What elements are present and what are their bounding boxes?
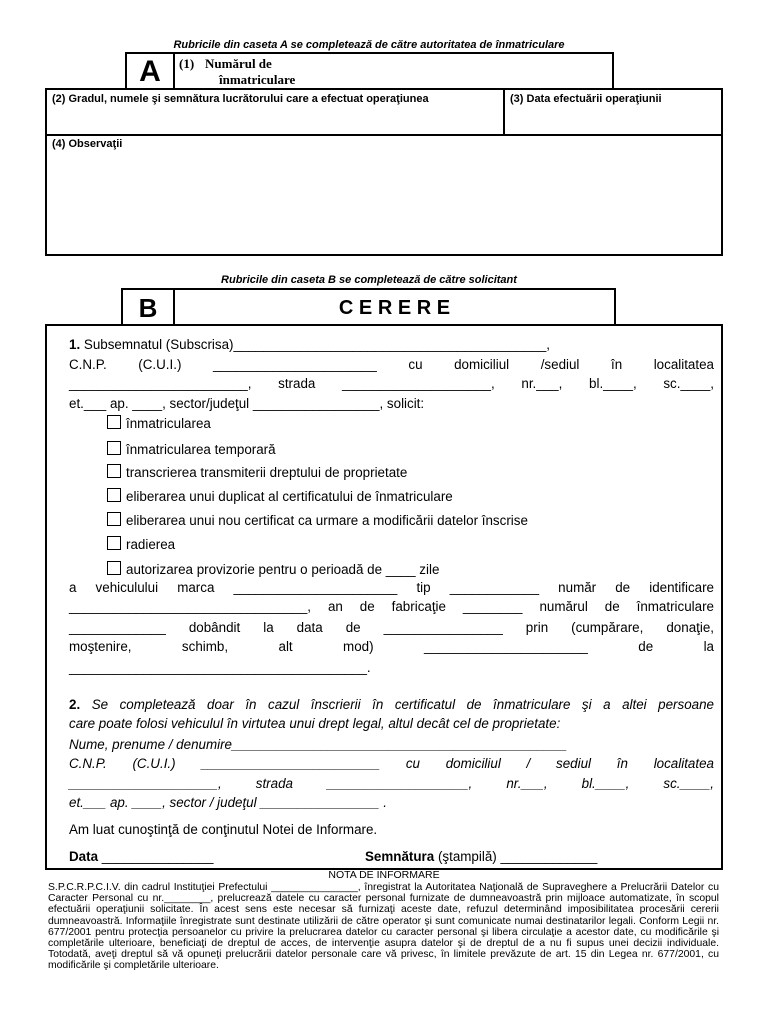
field3-label: (3) Data efectuării operaţiunii [510, 93, 662, 105]
line-address[interactable]: ________________________, strada ____________________, nr.___, bl.____, sc.____, [69, 376, 714, 391]
option-new-certificate[interactable] [107, 512, 528, 529]
checkbox[interactable] [107, 415, 121, 429]
checkbox[interactable] [107, 488, 121, 502]
section-b-caption: Rubricile din caseta B se completează de către solicitant [221, 274, 517, 286]
option-label: radierea [126, 537, 176, 552]
section-b-letter: B [138, 293, 158, 323]
line-sector[interactable]: et.___ ap. ____, sector/judeţul _________________, solicit: [69, 396, 425, 411]
section-b-letter-box [121, 288, 175, 326]
checkbox[interactable] [107, 512, 121, 526]
line-applicant [69, 337, 714, 353]
line-acquired-from[interactable]: ________________________________________. [69, 660, 371, 675]
acknowledgement: Am luat cunoştinţă de conţinutul Notei de Informare. [69, 822, 378, 837]
notice-text: S.P.C.R.P.C.I.V. din cadrul Instituţiei Prefectului _______________, înregistrat la Autoritatea Naţională de Supraveghere a Prelucrării Datelor cu Caracter Personal cu nr.________, prelucrează datele cu caracter personal furnizate de dumneavoastră prin mijloace automatizate, în scopul efectuării operaţiunii solicitate. În acest sens este necesar să furnizaţi aceste date, refuzul determinând imposibilitatea procesării cererii dumneavoastră. Informaţiile înregistrate sunt destinate utilizării de către operator şi sunt comunicate numai destinatarilor legali. Conform Legii nr. 677/2001 pentru protecţia persoanelor cu privire la prelucrarea datelor cu caracter personal şi libera circulaţie a acestor date, cu modificările şi completările ulterioare, beneficiaţi de dreptul de acces, de intervenţie asupra datelor şi de dreptul de a nu fi supus unei decizii individuale. Totodată, aveţi dreptul să vă opuneţi prelucrării datelor personale care vă privesc, în limitele prevăzute de art. 15 din Legea nr. 677/2001, cu modificările şi completările ulterioare. [48, 882, 719, 972]
option-registration[interactable] [107, 415, 211, 432]
checkbox[interactable] [107, 561, 121, 575]
operator-box [45, 88, 505, 136]
p2-name-field[interactable]: Nume, prenume / denumire_____________________________________________ [69, 737, 568, 752]
date-label: Data [69, 849, 99, 864]
option-deregistration[interactable] [107, 536, 175, 553]
field2-label: (2) Gradul, numele şi semnătura lucrătorului care a efectuat operaţiunea [52, 93, 429, 105]
option-label: autorizarea provizorie pentru o perioadă de ____ zile [126, 562, 440, 577]
line-acquired-date[interactable]: _____________ dobândit la data de ________________ prin (cumpărare, donaţie, [69, 620, 714, 635]
line-acquisition-mode[interactable]: moştenire, schimb, alt mod) ______________________ de la [69, 639, 714, 654]
option-label: înmatricularea [126, 416, 211, 431]
option-label: transcrierea transmiterii dreptului de proprietate [126, 465, 408, 480]
checkbox[interactable] [107, 441, 121, 455]
field1-label-line2: înmatriculare [219, 72, 296, 87]
option-temporary-registration[interactable] [107, 441, 276, 458]
checkbox[interactable] [107, 536, 121, 550]
p2-intro-line1 [69, 697, 714, 713]
option-label: eliberarea unui duplicat al certificatului de înmatriculare [126, 489, 453, 504]
registration-number-box [173, 52, 614, 90]
line-vehicle-make[interactable]: a vehiculului marca ______________________ tip ____________ număr de identificare [69, 580, 714, 595]
p2-sector-field[interactable]: et.___ ap. ____, sector / judeţul ________________ . [69, 795, 387, 810]
line-cnp[interactable]: C.N.P. (C.U.I.) ______________________ cu domiciliul /sediul în localitatea [69, 357, 714, 372]
p2-intro-line2: care poate folosi vehiculul în virtutea unui drept legal, altul decât cel de proprietate: [69, 716, 561, 731]
section-a-caption: Rubricile din caseta A se completează de către autoritatea de înmatriculare [173, 39, 565, 51]
option-label: înmatricularea temporară [126, 442, 276, 457]
date-field[interactable]: _______________ [101, 849, 214, 864]
signature-label: Semnătura [365, 849, 435, 864]
option-provisional-authorization[interactable] [107, 561, 439, 578]
line-vehicle-year[interactable]: ________________________________, an de fabricaţie ________ numărul de înmatriculare [69, 599, 714, 614]
p1-number: 1. [69, 337, 81, 352]
option-ownership-transfer[interactable] [107, 464, 407, 481]
field1-number: (1) [179, 56, 195, 71]
observations-box [45, 134, 723, 256]
signature-row [365, 849, 597, 865]
section-a-letter: A [139, 55, 161, 88]
checkbox[interactable] [107, 464, 121, 478]
notice-title: NOTA DE INFORMARE [328, 869, 440, 881]
option-duplicate-certificate[interactable] [107, 488, 453, 505]
section-a-letter-box [125, 52, 175, 90]
applicant-name-field[interactable]: Subsemnatul (Subscrisa)__________________________________________, [83, 337, 551, 352]
option-label: eliberarea unui nou certificat ca urmare a modificării datelor înscrise [126, 513, 528, 528]
p2-intro-text: Se completează doar în cazul înscrierii în certificatul de înmatriculare şi a altei persoane [91, 697, 714, 712]
operation-date-box [503, 88, 723, 136]
field4-label: (4) Observaţii [52, 138, 123, 150]
request-title: C E R E R E [338, 297, 451, 319]
p2-cnp-field[interactable]: C.N.P. (C.U.I.) ________________________ cu domiciliul / sediul în localitatea [69, 756, 714, 771]
signature-field[interactable]: (ştampilă) _____________ [437, 849, 598, 864]
p2-address-field[interactable]: ____________________, strada ___________________, nr.___, bl.____, sc.____, [69, 776, 714, 791]
field1-label-line1: Numărul de [205, 56, 272, 71]
p2-number: 2. [69, 697, 81, 712]
request-title-box [173, 288, 616, 326]
